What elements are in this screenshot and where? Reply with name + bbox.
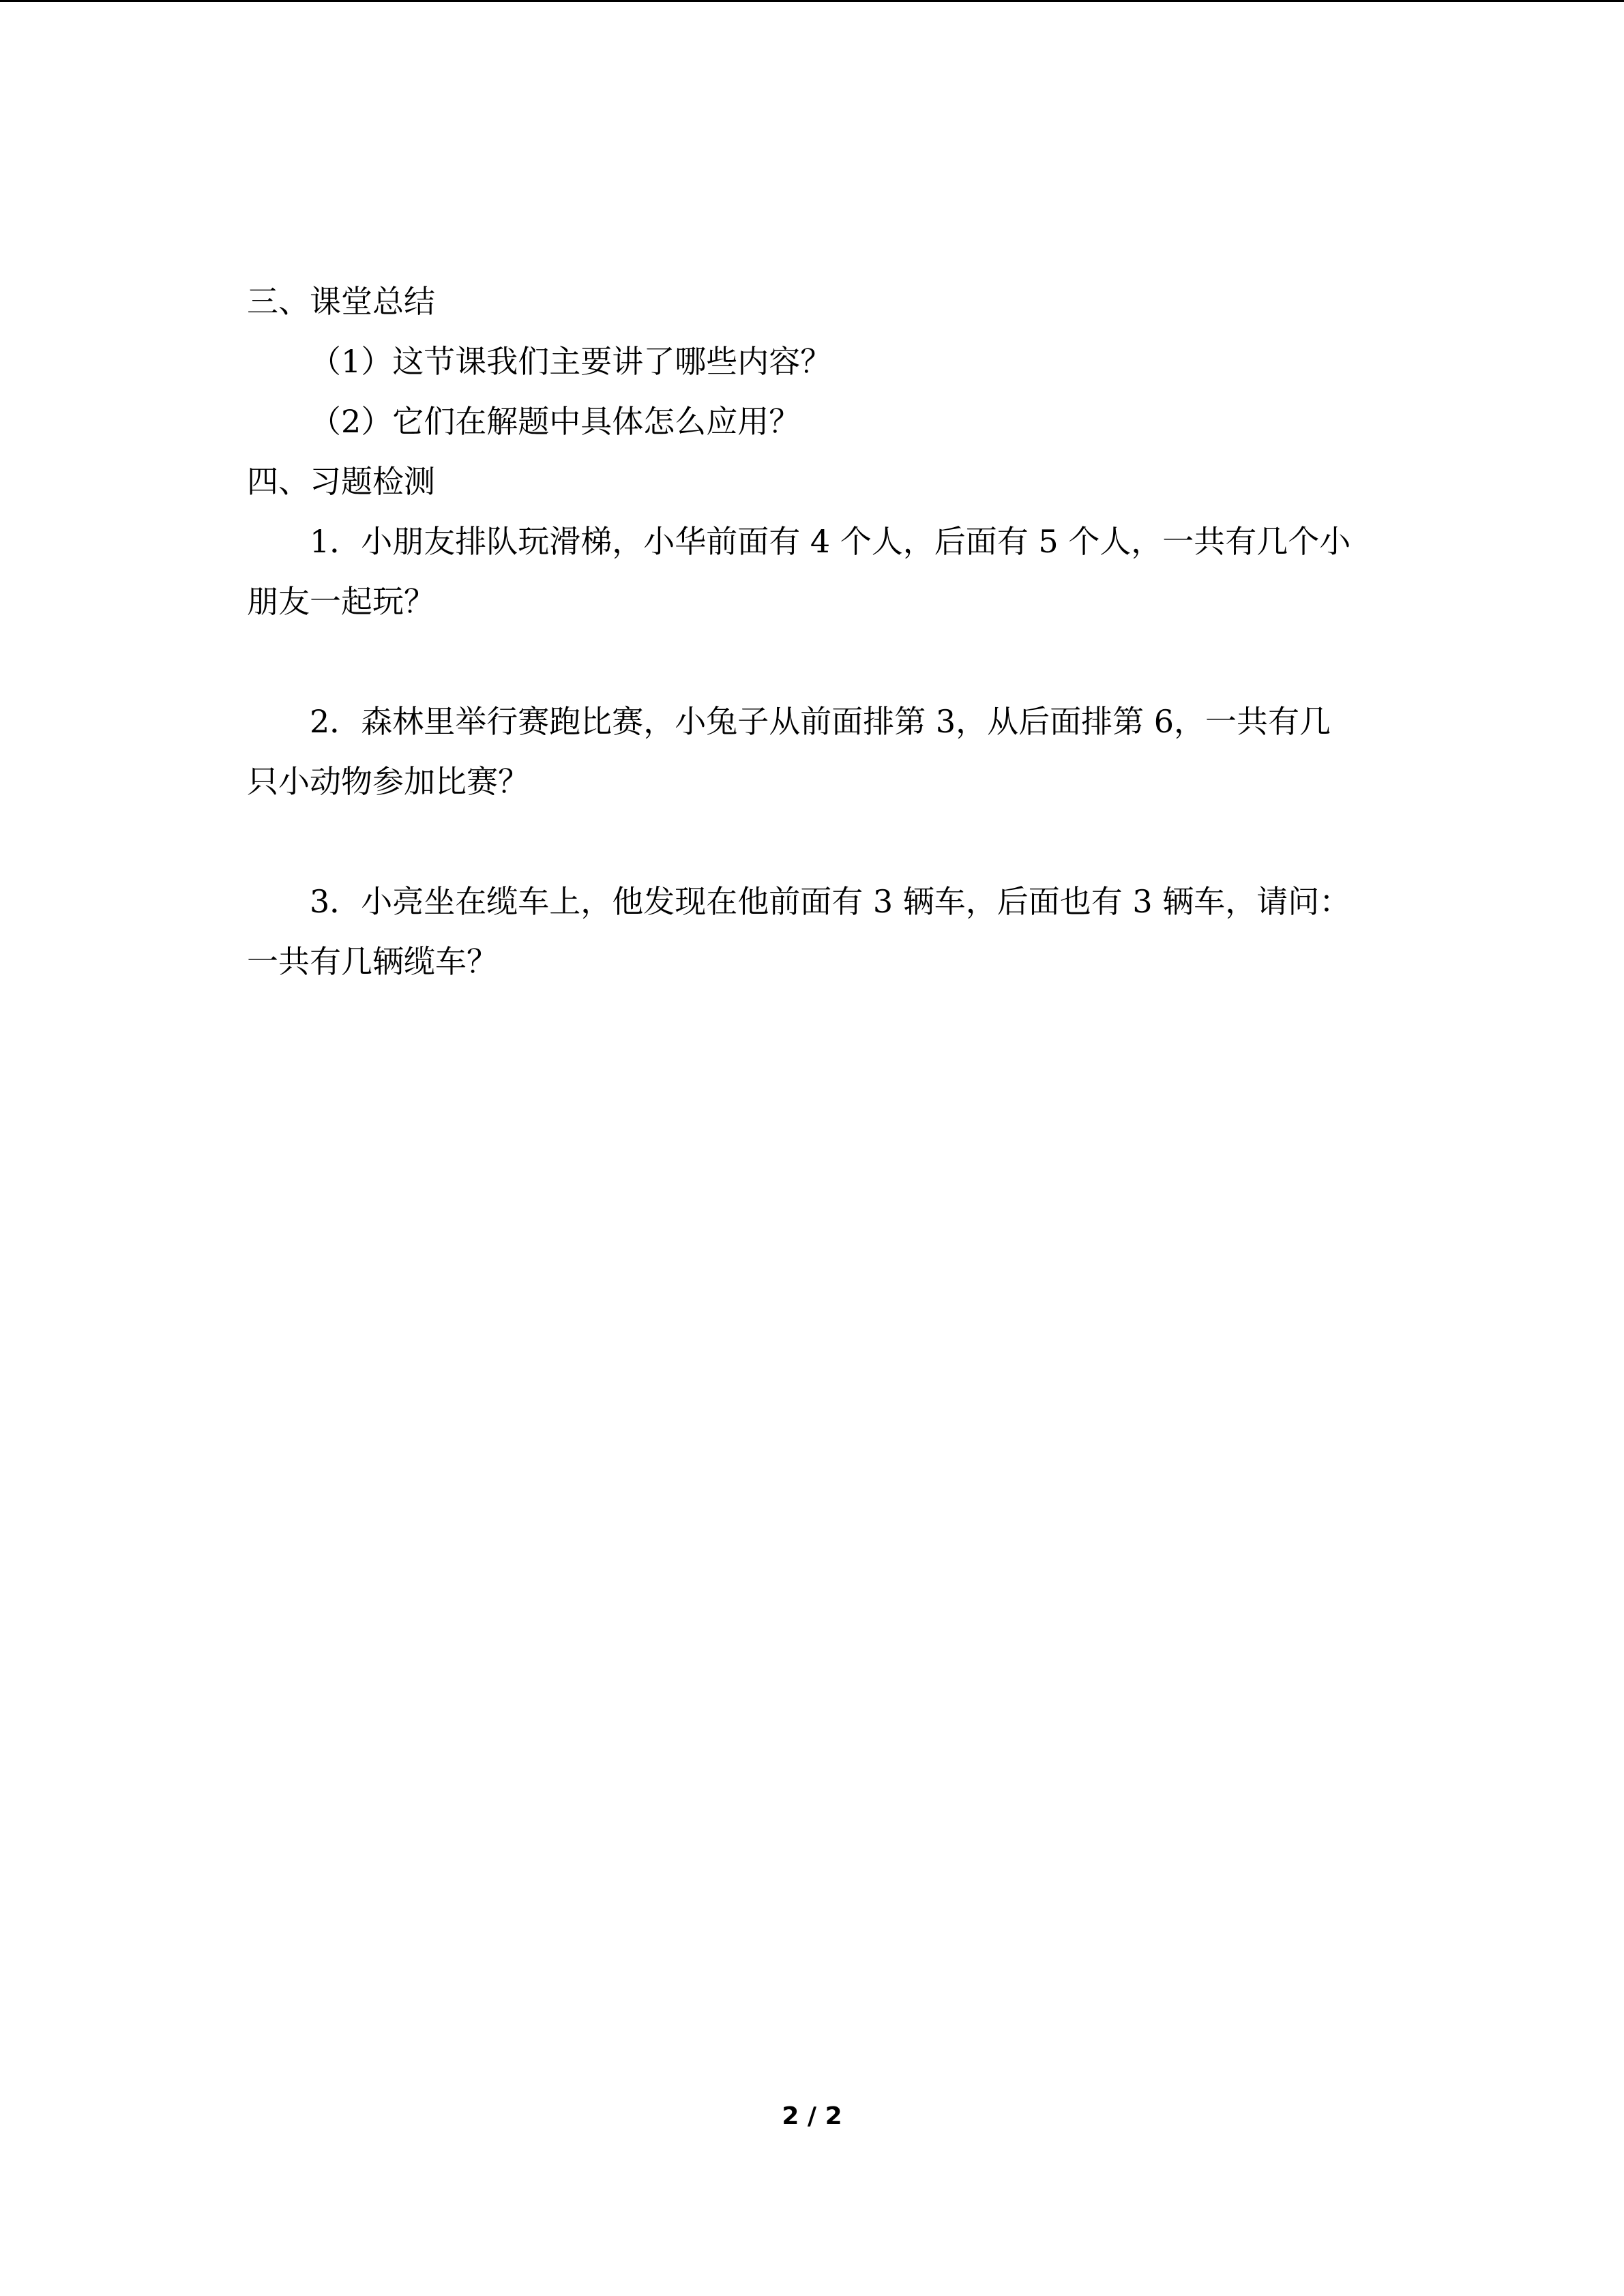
answer-space [247,811,1379,871]
answer-space [247,631,1379,691]
question-3-line-1: 3．小亮坐在缆车上，他发现在他前面有 3 辆车，后面也有 3 辆车，请问： [310,883,1351,920]
page-number: 2 / 2 [782,2102,842,2130]
question-2-line-1: 2．森林里举行赛跑比赛，小兔子从前面排第 3，从后面排第 6，一共有几 [310,703,1331,740]
question-1-line-1: 1．小朋友排队玩滑梯，小华前面有 4 个人，后面有 5 个人，一共有几个小 [310,523,1351,560]
question-1-line-2: 朋友一起玩？ [247,583,435,620]
question-1 [247,511,1379,631]
summary-item-1: （1）这节课我们主要讲了哪些内容？ [310,343,832,380]
question-2 [247,691,1379,811]
top-border-rule [0,0,1624,2]
question-3 [247,871,1379,992]
question-2-line-2: 只小动物参加比赛？ [247,763,529,800]
section-heading-summary: 三、课堂总结 [247,283,435,320]
summary-item-2: （2）它们在解题中具体怎么应用？ [310,403,801,440]
section-heading-exercises: 四、习题检测 [247,463,435,500]
document-body [247,271,1379,992]
question-3-line-2: 一共有几辆缆车？ [247,943,498,980]
